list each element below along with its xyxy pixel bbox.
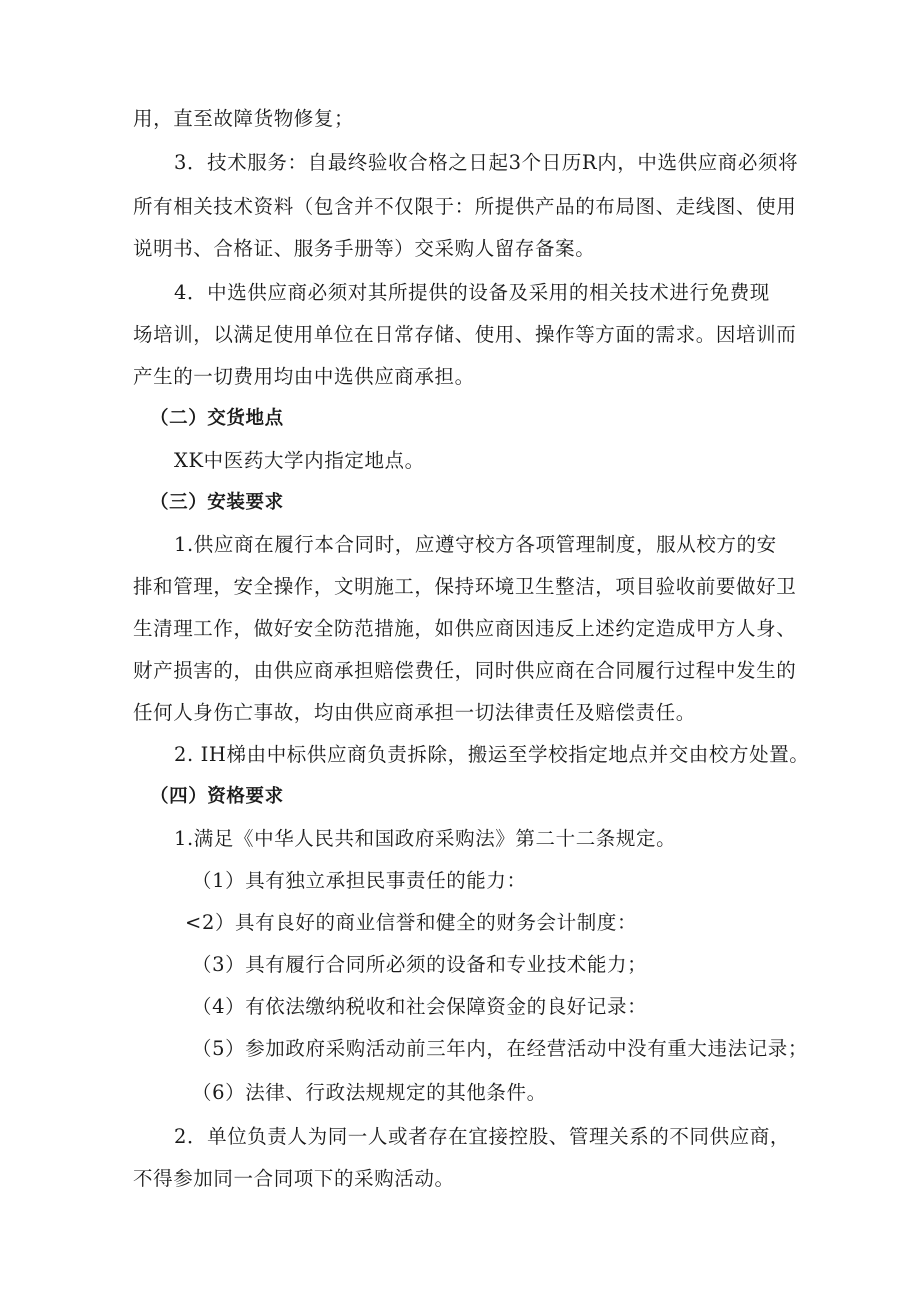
text-line: 4．中选供应商必须对其所提供的设备及采用的相关技术进行免费现: [174, 281, 770, 304]
list-item: （1）具有独立承担民事责任的能力：: [192, 869, 527, 892]
text-line: 生清理工作，做好安全防范措施，如供应商因违反上述约定造成甲方人身、: [133, 617, 797, 640]
text-line: 产生的一切费用均由中选供应商承担。: [133, 365, 475, 388]
list-item: （6）法律、行政法规规定的其他条件。: [192, 1081, 547, 1104]
text-line: 1.满足《中华人民共和国政府采购法》第二十二条规定。: [174, 827, 677, 850]
list-item: （5）参加政府采购活动前三年内，在经营活动中没有重大违法记录；: [192, 1037, 809, 1060]
text-line: 所有相关技术资料（包含并不仅限于：所提供产品的布局图、走线图、使用: [133, 195, 797, 218]
text-line: 不得参加同一合同项下的采购活动。: [133, 1167, 455, 1190]
list-item: （4）有依法缴纳税收和社会保障资金的良好记录：: [192, 995, 648, 1018]
text-line: 财产损害的，由供应商承担赔偿费任，同时供应商在合同履行过程中发生的: [133, 659, 797, 682]
text-line: 3．技术服务：自最终验收合格之日起3个日历R内，中选供应商必须将: [174, 151, 799, 174]
text-line: 2. IH梯由中标供应商负责拆除，搬运至学校指定地点并交由校方处置。: [174, 743, 810, 766]
text-line: 排和管理，安全操作，文明施工，保持环境卫生整洁，项目验收前要做好卫: [133, 575, 797, 598]
section-heading: （四）资格要求: [150, 786, 284, 807]
text-line: 用，直至故障货物修复；: [133, 107, 355, 130]
text-line: 1.供应商在履行本合同时，应遵守校方各项管理制度，服从校方的安: [174, 533, 777, 556]
list-item: <2）具有良好的商业信誉和健全的财务会计制度：: [185, 911, 638, 934]
text-line: 任何人身伤亡事故，均由供应商承担一切法律责任及赔偿责任。: [133, 701, 696, 724]
text-line: 2．单位负责人为同一人或者存在宜接控股、管理关系的不同供应商，: [174, 1125, 791, 1148]
text-line: 场培训，以满足使用单位在日常存储、使用、操作等方面的需求。因培训而: [133, 323, 797, 346]
text-line: 说明书、合格证、服务手册等）交采购人留存备案。: [133, 237, 596, 260]
list-item: （3）具有履行合同所必须的设备和专业技术能力；: [192, 953, 648, 976]
text-line: XK中医药大学内指定地点。: [174, 449, 425, 472]
section-heading: （二）交货地点: [150, 408, 284, 429]
section-heading: （三）安装要求: [150, 492, 284, 513]
